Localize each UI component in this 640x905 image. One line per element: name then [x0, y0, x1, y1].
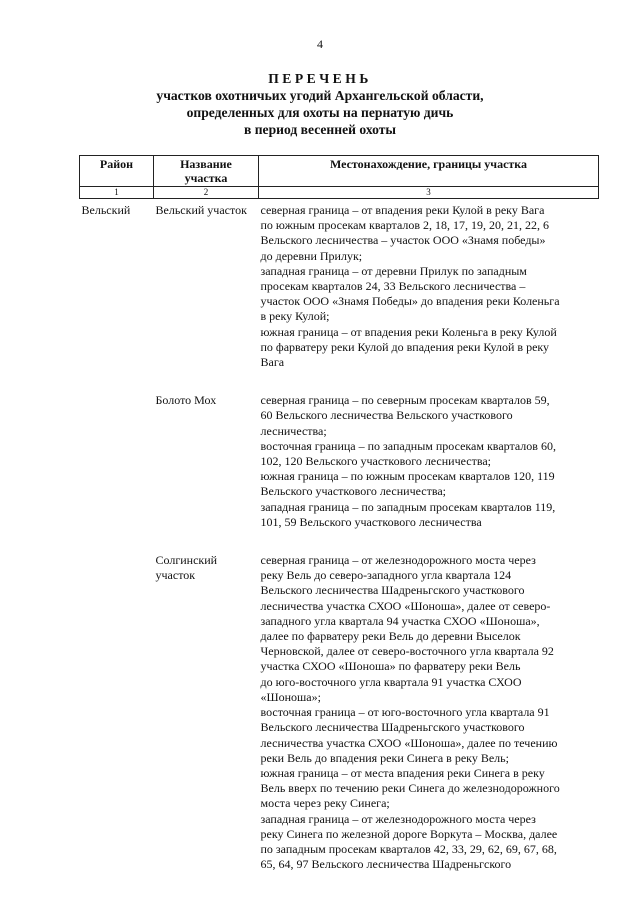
location-line: Вага — [260, 355, 285, 370]
subtitle-line: в период весенней охоты — [243, 122, 397, 137]
location-line: участок ООО «Знамя Победы» до впадения реки Коленьга — [260, 294, 560, 309]
table-row — [80, 199, 599, 371]
column-number: 2 — [154, 187, 259, 199]
column-number-row — [80, 187, 599, 199]
location-line: до деревни Прилук; — [260, 248, 363, 263]
location-line: северная граница – от впадения реки Кулой в реку Вага — [260, 203, 545, 217]
location-line: 102, 120 Вельского участкового лесничества; — [260, 454, 492, 469]
location-cell — [259, 370, 599, 530]
subtitle-line: определенных для охоты на пернатую дичь — [186, 105, 454, 120]
location-line: реку Вель до северо-западного угла квартала 124 — [260, 568, 512, 583]
site-name-line: Болото Мох — [155, 393, 217, 408]
header-site-name-line: участка — [184, 171, 228, 185]
location-line: по фарватеру реки Кулой до впадения реки Кулой в реку — [260, 339, 550, 354]
location-line: 65, 64, 97 Вельского лесничества Шадреньгского — [260, 857, 512, 872]
site-name-line: Солгинский — [155, 553, 218, 568]
column-number: 3 — [259, 187, 599, 199]
location-line: реку Синега по железной дороге Воркута – Москва, далее — [260, 826, 558, 841]
site-name-cell — [154, 370, 259, 530]
location-line: восточная граница – от юго-восточного угла квартала 91 — [260, 705, 550, 720]
location-line: лесничества участка СХОО «Шоноша», далее по течению — [260, 735, 558, 750]
location-line: Черновской, далее от северо-восточного угла квартала 92 — [260, 644, 554, 659]
location-line: «Шоноша»; — [260, 689, 321, 704]
subtitle-line: участков охотничьих угодий Архангельской области, — [156, 88, 484, 103]
table-row — [80, 530, 599, 872]
table-row — [80, 370, 599, 530]
location-line: просекам кварталов 24, 33 Вельского лесничества – — [260, 279, 526, 294]
document-heading — [0, 70, 640, 138]
location-line: южная граница – от места впадения реки Синега в реку — [260, 765, 545, 780]
location-line: северная граница – от железнодорожного моста через — [260, 553, 536, 568]
location-line: южная граница – по южным просекам кварталов 120, 119 — [260, 469, 555, 484]
location-line: реки Вель до впадения реки Синега в реку Вель; — [260, 750, 509, 765]
location-line: восточная граница – по западным просекам кварталов 60, — [260, 438, 556, 453]
location-line: участка СХОО «Шоноша» по фарватеру реки Вель — [260, 659, 521, 674]
location-cell — [259, 199, 599, 371]
location-line: западная граница – по западным просекам кварталов 119, — [260, 499, 556, 514]
document-title: ПЕРЕЧЕНЬ — [268, 71, 372, 86]
location-line: по южным просекам кварталов 2, 18, 17, 19, 20, 21, 22, 6 — [260, 218, 550, 233]
header-site-name — [154, 156, 259, 187]
location-line: Вельского лесничества – участок ООО «Знамя победы» — [260, 233, 546, 248]
column-number: 1 — [80, 187, 154, 199]
location-line: лесничества участка СХОО «Шоноша», далее от северо- — [260, 598, 551, 613]
location-line: западная граница – от железнодорожного моста через — [260, 811, 536, 826]
district-cell-empty — [80, 370, 154, 530]
location-line: западная граница – от деревни Прилук по западным — [260, 263, 527, 278]
header-row — [80, 156, 599, 187]
location-line: в реку Кулой; — [260, 309, 330, 324]
district-cell-empty — [80, 530, 154, 872]
header-location: Местонахождение, границы участка — [259, 156, 599, 187]
site-name-cell — [154, 199, 259, 371]
site-name-line: участок — [155, 568, 196, 583]
location-line: южная граница – от впадения реки Коленьга в реку Кулой — [260, 324, 557, 339]
header-site-name-line: Название — [180, 157, 232, 171]
location-line: западного угла квартала 94 участка СХОО «Шоноша», — [260, 613, 540, 628]
page-number: 4 — [317, 37, 323, 51]
district-cell: Вельский — [81, 203, 131, 217]
location-line: до юго-восточного угла квартала 91 участка СХОО — [260, 674, 522, 689]
location-cell — [259, 530, 599, 872]
location-line: Вельского лесничества Шадреньгского участкового — [260, 720, 525, 735]
site-name-line: Вельский участок — [155, 203, 247, 217]
location-line: 60 Вельского лесничества Вельского участкового — [260, 408, 513, 423]
site-name-cell — [154, 530, 259, 872]
location-line: 101, 59 Вельского участкового лесничества — [260, 514, 482, 529]
location-line: Вельского участкового лесничества; — [260, 484, 447, 499]
location-line: далее по фарватеру реки Вель до деревни Выселок — [260, 629, 521, 644]
location-line: Вель вверх по течению реки Синега до железнодорожного — [260, 781, 560, 796]
location-line: по западным просекам кварталов 42, 33, 29, 62, 69, 67, 68, — [260, 841, 557, 856]
hunting-areas-table — [79, 155, 599, 872]
location-line: моста через реку Синега; — [260, 796, 390, 811]
header-district: Район — [80, 156, 154, 187]
location-line: лесничества; — [260, 423, 327, 438]
location-line: северная граница – по северным просекам кварталов 59, — [260, 393, 550, 408]
location-line: Вельского лесничества Шадреньгского участкового — [260, 583, 525, 598]
